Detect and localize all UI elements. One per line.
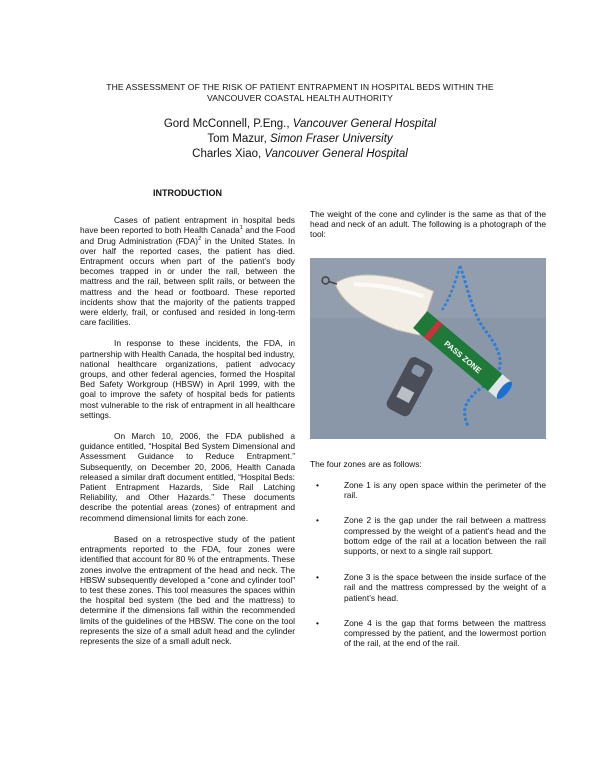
author-1: Gord McConnell, P.Eng., Vancouver General Hospital <box>163 118 437 130</box>
intro-paragraph-2: In response to these incidents, the FDA, in partnership with Health Canada, the hospital bed industry, national healthcare organizations, patient advocacy groups, and other federal agencies, formed the Hospital Bed Safety Workgroup (HBSW) in April 1999, with the goal to improve the safety of hospital beds for patients most vulnerable to the risk of entrapment in all healthcare settings. <box>80 338 295 420</box>
section-heading-introduction: INTRODUCTION <box>153 188 222 198</box>
left-column <box>80 188 295 657</box>
author-list <box>100 117 500 162</box>
title-line-2: VANCOUVER COASTAL HEALTH AUTHORITY <box>207 93 393 103</box>
paper-title <box>70 82 530 104</box>
right-column <box>310 209 546 251</box>
pass-zone-label: PASS ZONE <box>442 339 484 376</box>
list-item: • Zone 2 is the gap under the rail between a mattress compressed by the weight of a patient’s head and the bottom edge of the rail at a location between the rail supports, or next to a single rail support. <box>316 515 546 557</box>
tool-description: The weight of the cone and cylinder is the same as that of the head and neck of an adult. The following is a photograph of the tool: <box>310 209 546 240</box>
bullet-icon: • <box>316 480 319 490</box>
title-line-1: THE ASSESSMENT OF THE RISK OF PATIENT ENTRAPMENT IN HOSPITAL BEDS WITHIN THE <box>106 82 494 92</box>
intro-paragraph-4: Based on a retrospective study of the patient entrapments reported to the FDA, four zones were identified that account for 80 % of the entrapments. These zones involve the entrapment of the head and neck. The HBSW subsequently developed a “cone and cylinder tool” to test these zones. This tool measures the spaces within the hospital bed system (the bed and the mattress) to determine if the dimensions fall within the recommended limits of the guidelines of the HBSW. The cone on the tool represents the size of a small adult head and the cylinder represents the size of a small adult neck. <box>80 533 295 646</box>
list-item: • Zone 4 is the gap that forms between the mattress compressed by the patient, and the lowermost portion of the rail, at the end of the rail. <box>316 617 546 649</box>
cone-cylinder-tool-image <box>310 258 546 439</box>
bullet-icon: • <box>316 572 319 583</box>
list-item: • Zone 3 is the space between the inside surface of the rail and the mattress compressed by the weight of a patient’s head. <box>316 572 546 603</box>
author-2: Tom Mazur, Simon Fraser University <box>207 133 393 145</box>
tool-photo <box>310 258 546 439</box>
footnote-ref-1: 1 <box>239 225 243 232</box>
author-3: Charles Xiao, Vancouver General Hospital <box>192 148 408 160</box>
bullet-icon: • <box>316 617 319 628</box>
zone-list <box>310 480 546 663</box>
intro-paragraph-3: On March 10, 2006, the FDA published a guidance entitled, “Hospital Bed System Dimensional and Assessment Guidance to Reduce Entrapment.” Subsequently, on December 20, 2006, Health Canada released a similar draft document entitled, “Hospital Beds: Patient Entrapment Hazards, Side Rail Latching Reliability, and Other Hazards.” These documents describe the potential areas (zones) of entrapment and recommend dimensional limits for each zone. <box>80 431 295 523</box>
intro-paragraph-1: Cases of patient entrapment in hospital beds have been reported to both Health Canada$^1$ and the Food and Drug Administration (FDA)$^2$ in the United States. In over half the reported cases, the patient has died. Entrapment occurs when part of the patient’s body becomes trapped in or under the rail, between the mattress and the rail, between split rails, or between the mattress and the head or footboard. These reported incidents show that the majority of the patients trapped were elderly, frail, or confused and resided in long-term care facilities. <box>80 215 296 328</box>
zones-intro: The four zones are as follows: <box>310 459 422 469</box>
footnote-ref-2: 2 <box>198 235 202 242</box>
bullet-icon: • <box>316 515 319 526</box>
list-item: • Zone 1 is any open space within the perimeter of the rail. <box>316 480 546 501</box>
